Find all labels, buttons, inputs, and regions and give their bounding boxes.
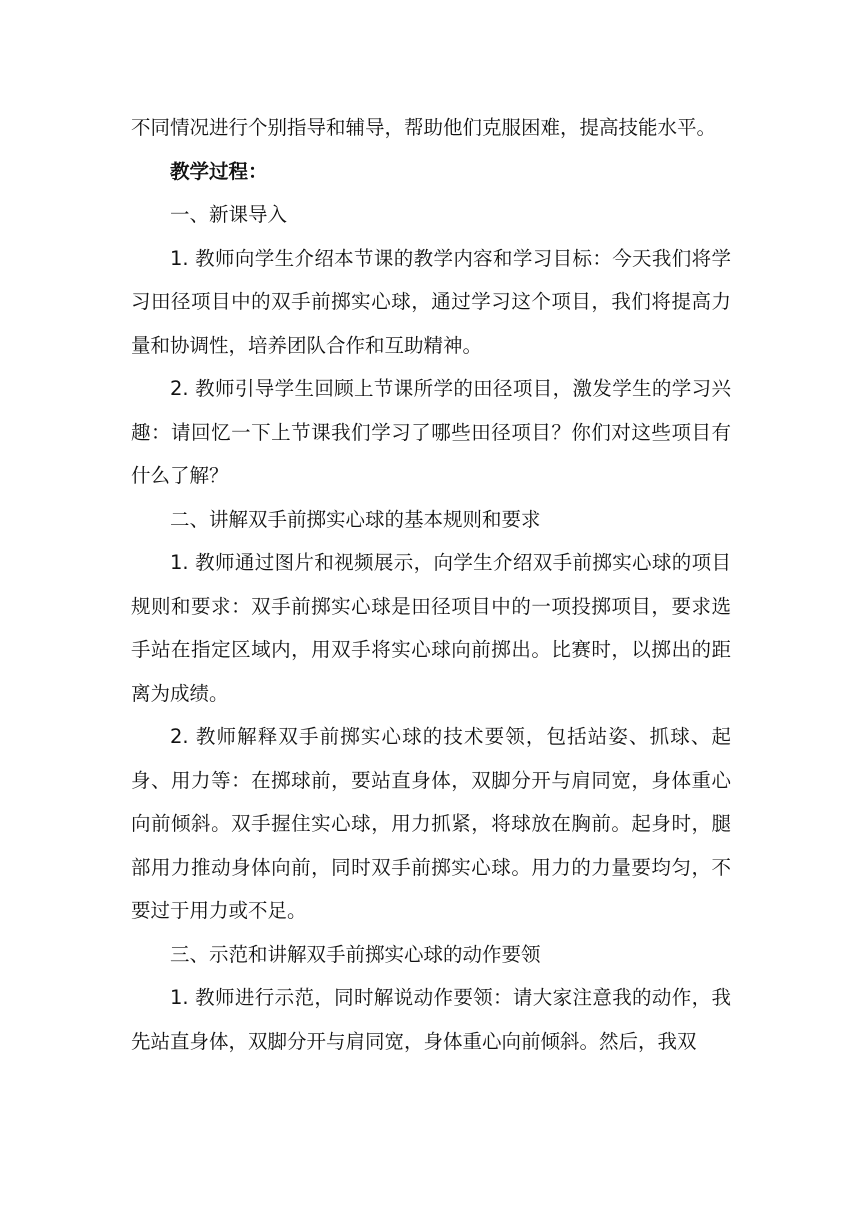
- paragraph-intro-2: 2. 教师引导学生回顾上节课所学的田径项目，激发学生的学习兴趣：请回忆一下上节课我们学习了哪些田径项目？你们对这些项目有什么了解？: [131, 377, 731, 487]
- paragraph-intro-1: 1. 教师向学生介绍本节课的教学内容和学习目标：今天我们将学习田径项目中的双手前掷实心球，通过学习这个项目，我们将提高力量和协调性，培养团队合作和互助精神。: [131, 246, 731, 357]
- paragraph-continuation: 不同情况进行个别指导和辅导，帮助他们克服困难，提高技能水平。: [131, 116, 717, 139]
- subheading-demonstration: 三、示范和讲解双手前掷实心球的动作要领: [170, 942, 541, 966]
- subheading-rules: 二、讲解双手前掷实心球的基本规则和要求: [170, 507, 541, 531]
- document-body: [131, 106, 731, 1063]
- paragraph-rules-2: 2. 教师解释双手前掷实心球的技术要领，包括站姿、抓球、起身、用力等：在掷球前，要站直身体，双脚分开与肩同宽，身体重心向前倾斜。双手握住实心球，用力抓紧，将球放在胸前。起身时，腿部用力推动身体向前，同时双手前掷实心球。用力的力量要均匀，不要过于用力或不足。: [131, 725, 731, 922]
- section-heading-teaching-process: 教学过程：: [170, 159, 268, 183]
- paragraph-demonstration-1: 1. 教师进行示范，同时解说动作要领：请大家注意我的动作，我先站直身体，双脚分开与肩同宽，身体重心向前倾斜。然后，我双: [131, 986, 731, 1053]
- subheading-intro: 一、新课导入: [170, 203, 288, 226]
- paragraph-rules-1: 1. 教师通过图片和视频展示，向学生介绍双手前掷实心球的项目规则和要求：双手前掷实心球是田径项目中的一项投掷项目，要求选手站在指定区域内，用双手将实心球向前掷出。比赛时，以掷出的距离为成绩。: [131, 551, 731, 705]
